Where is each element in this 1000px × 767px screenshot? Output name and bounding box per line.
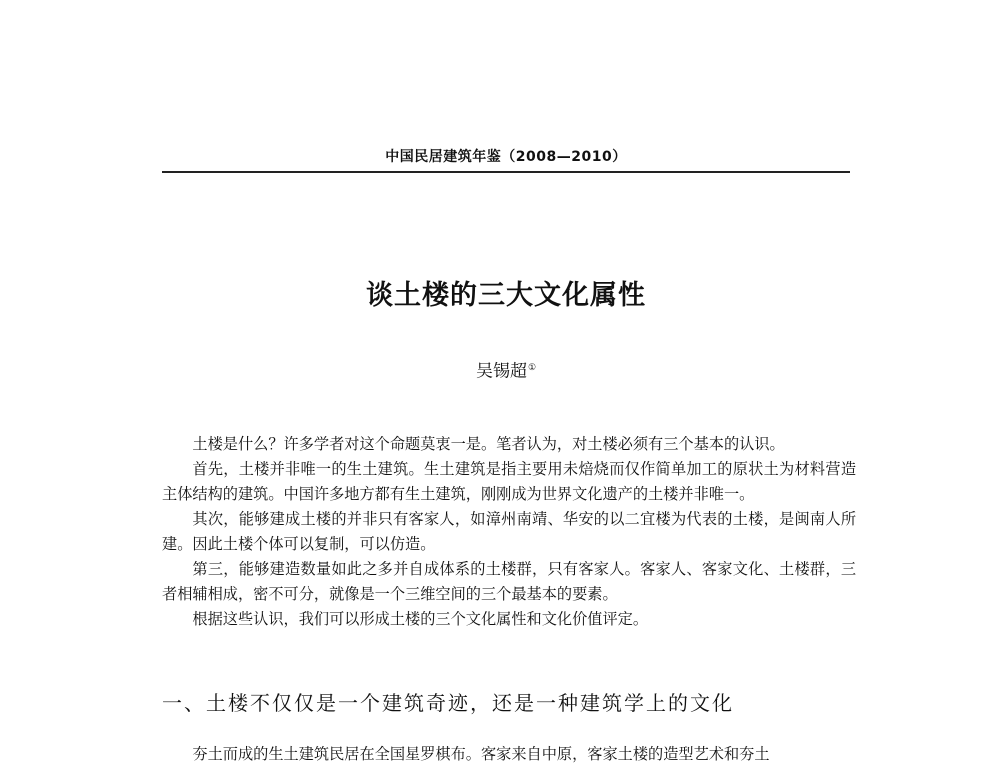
paragraph: 首先，土楼并非唯一的生土建筑。生土建筑是指主要用未焙烧而仅作简单加工的原状土为材料营造主体结构的建筑。中国许多地方都有生土建筑，刚刚成为世界文化遗产的土楼并非唯一。	[162, 460, 856, 503]
article-body	[162, 432, 856, 632]
section-heading: 一、土楼不仅仅是一个建筑奇迹，还是一种建筑学上的文化	[162, 691, 734, 715]
paragraph: 土楼是什么？许多学者对这个命题莫衷一是。笔者认为，对土楼必须有三个基本的认识。	[192, 435, 785, 453]
section-first-line: 夯土而成的生土建筑民居在全国星罗棋布。客家来自中原，客家土楼的造型艺术和夯土	[192, 745, 770, 763]
author-name: 吴锡超	[475, 361, 527, 382]
paragraph: 其次，能够建成土楼的并非只有客家人，如漳州南靖、华安的以二宜楼为代表的土楼，是闽南人所建。因此土楼个体可以复制，可以仿造。	[162, 510, 856, 553]
paragraph: 根据这些认识，我们可以形成土楼的三个文化属性和文化价值评定。	[192, 610, 649, 628]
header-rule	[162, 171, 850, 173]
article-title: 谈土楼的三大文化属性	[366, 280, 646, 311]
paragraph: 第三，能够建造数量如此之多并自成体系的土楼群，只有客家人。客家人、客家文化、土楼群，三者相辅相成，密不可分，就像是一个三维空间的三个最基本的要素。	[162, 560, 856, 603]
running-header: 中国民居建筑年鉴（2008—2010）	[385, 149, 627, 165]
author-footnote-mark: ①	[527, 363, 537, 373]
article-author	[162, 356, 850, 384]
